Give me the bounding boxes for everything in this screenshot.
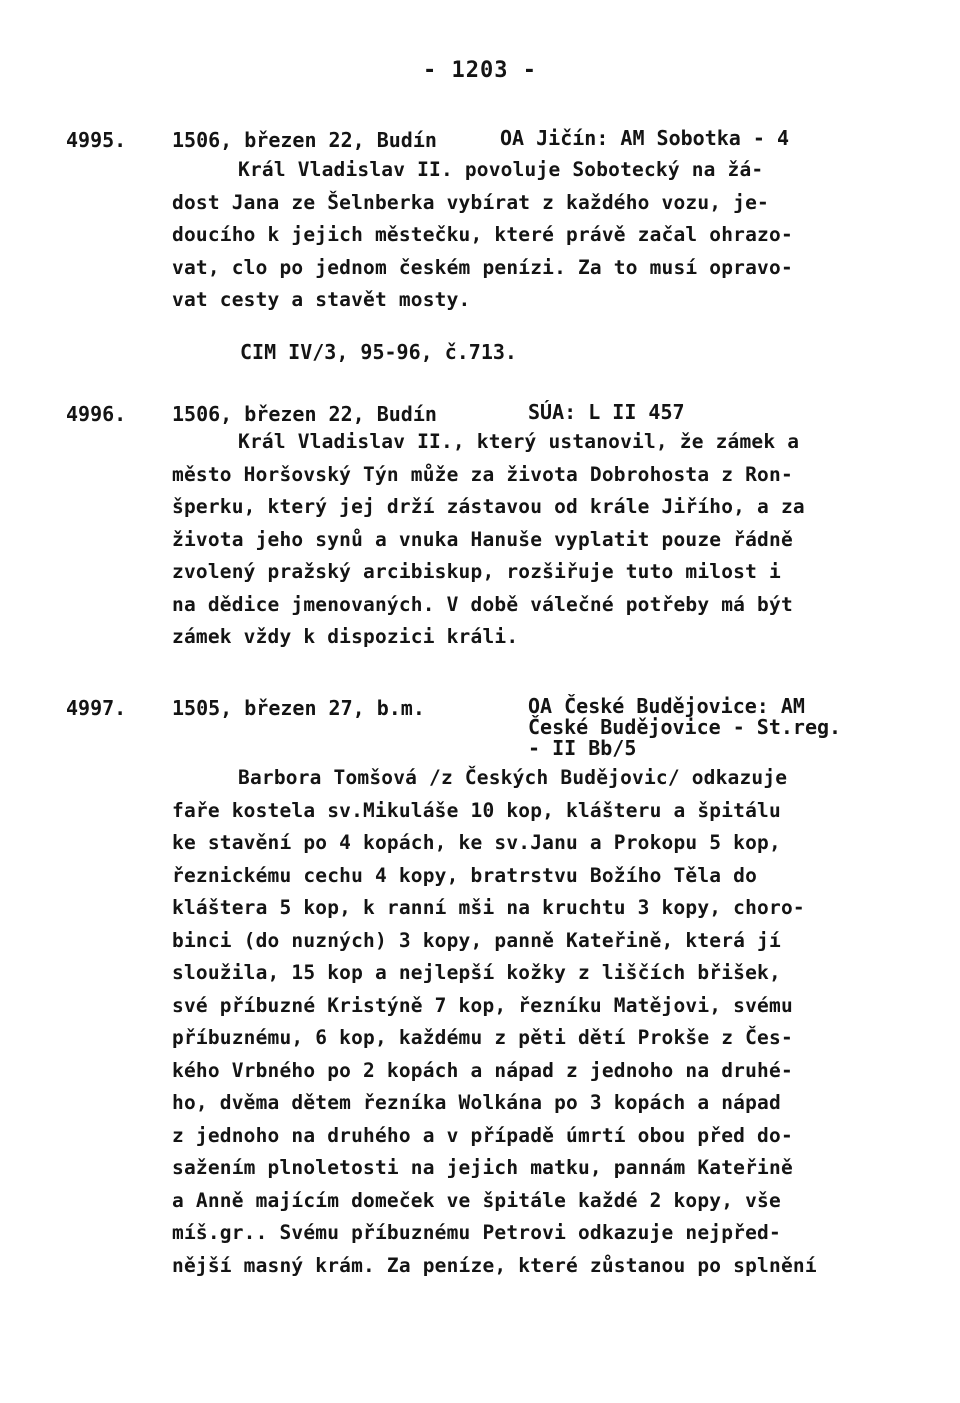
body-line: ho, dvěma dětem řezníka Wolkána po 3 kopách a nápad [172,1091,781,1114]
body-line: faře kostela sv.Mikuláše 10 kop, klášteru a špitálu [172,798,781,822]
body-line: kého Vrbného po 2 kopách a nápad z jednoho na druhé- [172,1058,793,1082]
entry-archive [528,696,841,759]
body-line: šperku, který jej drží zástavou od krále Jiřího, a za [172,495,805,518]
entry-body [172,762,902,1282]
body-line: z jednoho na druhého a v případě úmrtí obou před do- [172,1123,793,1147]
body-line: sažením plnoletosti na jejich matku, pannám Kateřině [172,1156,793,1179]
body-line: na dědice jmenovaných. V době válečné potřeby má být [172,592,793,616]
body-line: vat cesty a stavět mosty. [172,288,471,311]
body-line: město Horšovský Týn může za života Dobrohosta z Ron- [172,462,793,486]
entry-archive [528,402,685,423]
body-line: ke stavění po 4 kopách, ke sv.Janu a Prokopu 5 kop, [172,831,781,854]
body-line: života jeho synů a vnuka Hanuše vyplatit pouze řádně [172,527,793,551]
archive-line: - II Bb/5 [528,736,637,760]
body-line: řeznickému cechu 4 kopy, bratrstvu Božího Těla do [172,863,758,887]
archive-line: SÚA: L II 457 [528,400,685,424]
entry-citation: CIM IV/3, 95-96, č.713. [240,340,517,364]
archive-line: OA České Budějovice: AM [528,694,805,718]
body-line: nější masný krám. Za peníze, které zůstanou po splnění [172,1253,817,1277]
entry-body [172,154,902,317]
body-line: doucího k jejich městečku, které právě začal ohrazo- [172,223,793,246]
body-line: a Anně majícím domeček ve špitále každé 2 kopy, vše [172,1188,781,1212]
body-line: zvolený pražský arcibiskup, rozšiřuje tuto milost i [172,560,781,583]
body-line: kláštera 5 kop, k ranní mši na kruchtu 3 kopy, choro- [172,896,805,919]
entry-number: 4997. [66,696,127,720]
body-line: příbuznému, 6 kop, každému z pěti dětí Prokše z Čes- [172,1026,793,1049]
body-line: vat, clo po jednom českém penízi. Za to musí opravo- [172,255,793,279]
entry-date: 1506, březen 22, Budín [172,128,437,152]
entry-number: 4995. [66,128,127,152]
body-line: své příbuzné Kristýně 7 kop, řezníku Matějovi, svému [172,993,793,1017]
page-number: - 1203 - [423,58,537,83]
entry-archive [500,128,789,149]
entry-number: 4996. [66,402,127,426]
entry-body [172,426,902,654]
archive-line: České Budějovice - St.reg. [528,715,842,739]
body-line: binci (do nuzných) 3 kopy, panně Kateřině, která jí [172,928,781,952]
body-line: Král Vladislav II. povoluje Sobotecký na žá- [238,158,764,181]
entry-date: 1506, březen 22, Budín [172,402,437,426]
body-line: Král Vladislav II., který ustanovil, že zámek a [238,430,800,453]
body-line: sloužila, 15 kop a nejlepší kožky z liščích břišek, [172,961,781,984]
body-line: Barbora Tomšová /z Českých Budějovic/ odkazuje [238,766,788,789]
body-line: zámek vždy k dispozici králi. [172,625,519,648]
entry-date: 1505, březen 27, b.m. [172,696,425,720]
archive-line: OA Jičín: AM Sobotka - 4 [500,126,789,150]
body-line: dost Jana ze Šelnberka vybírat z každého vozu, je- [172,190,769,214]
body-line: míš.gr.. Svému příbuznému Petrovi odkazuje nejpřed- [172,1221,781,1244]
